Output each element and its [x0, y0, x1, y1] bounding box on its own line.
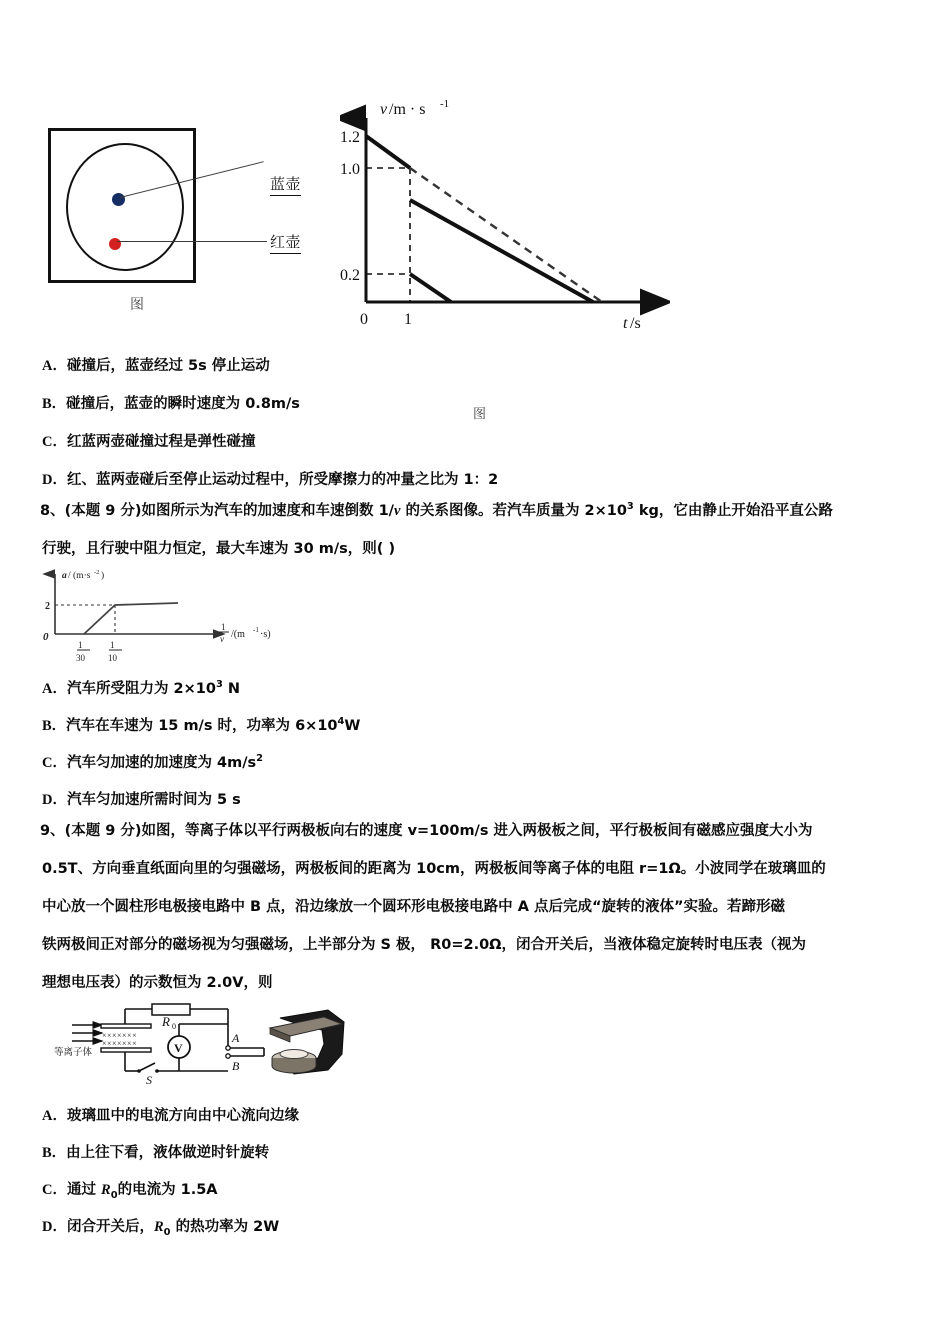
svg-text:a: a [62, 571, 67, 581]
q7-option-d: D．红、蓝两壶碰后至停止运动过程中，所受摩擦力的冲量之比为 1：2 [42, 472, 499, 488]
svg-text:-1: -1 [440, 98, 450, 110]
resistor-label: R [162, 1014, 170, 1029]
q8-option-c: C．汽车匀加速的加速度为 $4m/s^2$ [42, 753, 264, 771]
pot-circle [66, 143, 184, 271]
svg-text:v: v [220, 634, 224, 644]
field-marks-row2: ××××××× [102, 1039, 138, 1048]
svg-text:): ) [101, 571, 105, 581]
q9-option-c: C．通过 $R_0$的电流为 1.5A [42, 1182, 218, 1201]
svg-text:0: 0 [360, 311, 368, 328]
svg-text:10: 10 [108, 653, 117, 663]
svg-text:·s): ·s) [260, 629, 271, 640]
svg-text:1.2: 1.2 [340, 129, 360, 146]
svg-text:/s: /s [630, 315, 641, 332]
curling-figure-caption: 图 [130, 297, 144, 313]
q7-option-c: C．红蓝两壶碰撞过程是弹性碰撞 [42, 434, 256, 450]
svg-text:1: 1 [221, 622, 226, 632]
q9-stem-line3: 中心放一个圆柱形电极接电路中 B 点，沿边缘放一个圆环形电极接电路中 A 点后完成“旋转的液体”实验。若蹄形磁 [42, 899, 786, 915]
svg-text:/(m: /(m [231, 629, 245, 640]
q9-option-a: A．玻璃皿中的电流方向由中心流向边缘 [42, 1108, 299, 1124]
q7-option-b: B．碰撞后，蓝壶的瞬时速度为 0.8m/s [42, 396, 300, 412]
svg-text:-2: -2 [94, 569, 100, 576]
horseshoe-magnet [270, 1010, 344, 1074]
voltmeter-label: V [174, 1041, 183, 1055]
plasma-circuit-figure [42, 996, 352, 1101]
acceleration-inverse-speed-graph [38, 566, 298, 666]
q8-option-d: D．汽车匀加速所需时间为 5 s [42, 792, 241, 808]
svg-text:t: t [623, 315, 628, 332]
svg-text:-1: -1 [253, 626, 259, 634]
q9-stem-line5: 理想电压表）的示数恒为 2.0V，则 [42, 975, 273, 991]
red-pot-dot [109, 238, 121, 250]
svg-text:30: 30 [76, 653, 85, 663]
node-a-label: A [232, 1031, 240, 1045]
svg-text:1: 1 [78, 640, 83, 650]
switch-label: S [146, 1073, 152, 1087]
svg-text:/ (m·s: / (m·s [68, 571, 91, 581]
svg-text:v: v [380, 101, 388, 118]
acceleration-graph-svg [38, 566, 298, 666]
svg-text:1: 1 [404, 311, 412, 328]
node-b-label: B [232, 1059, 240, 1073]
q8-stem-line1: 8、(本题 9 分)如图所示为汽车的加速度和车速倒数 1/v 的关系图像。若汽车质量为 $2\times 10^3$ kg，它由静止开始沿平直公路 [40, 501, 833, 519]
q8-option-a: A．汽车所受阻力为 $2\times 10^3$ N [42, 679, 240, 697]
vt-figure-caption: 图 [473, 407, 487, 422]
q9-option-d: D．闭合开关后，$R_0$ 的热功率为 2W [42, 1219, 280, 1238]
plasma-label: 等离子体 [54, 1047, 93, 1058]
svg-text:/m · s: /m · s [389, 101, 426, 118]
resistor-sub: 0 [172, 1022, 176, 1031]
q8-option-b: B．汽车在车速为 15 m/s 时，功率为 $6\times 10^4W$ [42, 716, 361, 734]
svg-text:1: 1 [110, 640, 115, 650]
q9-stem-line1: 9、(本题 9 分)如图，等离子体以平行两极板向右的速度 v=100m/s 进入两极板之间，平行极板间有磁感应强度大小为 [40, 823, 813, 839]
velocity-time-svg [340, 90, 670, 340]
blue-pot-dot [112, 193, 125, 206]
q9-stem-line4: 铁两极间正对部分的磁场视为匀强磁场，上半部分为 S 极， R0=2.0Ω，闭合开关后，当液体稳定旋转时电压表（视为 [42, 937, 806, 953]
svg-text:1.0: 1.0 [340, 161, 360, 178]
q7-option-a: A．碰撞后，蓝壶经过 5s 停止运动 [42, 358, 270, 374]
circuit-svg [42, 996, 352, 1101]
red-pot-leader-line [117, 241, 267, 242]
q9-option-b: B．由上往下看，液体做逆时针旋转 [42, 1145, 270, 1161]
q9-stem-line2: 0.5T、方向垂直纸面向里的匀强磁场，两极板间的距离为 10cm，两极板间等离子体的电阻 r=1Ω。小波同学在玻璃皿的 [42, 861, 826, 877]
blue-pot-label: 蓝壶 [270, 175, 302, 193]
field-marks-row1: ××××××× [102, 1031, 138, 1040]
curling-pot-figure [48, 128, 348, 333]
velocity-time-graph [340, 90, 670, 422]
red-pot-label: 红壶 [270, 233, 302, 251]
svg-text:0: 0 [43, 631, 49, 643]
pot-box-frame [48, 128, 196, 283]
q8-stem-line2: 行驶，且行驶中阻力恒定，最大车速为 30 m/s，则( ) [42, 541, 396, 557]
svg-text:2: 2 [45, 601, 50, 612]
svg-text:0.2: 0.2 [340, 267, 360, 284]
